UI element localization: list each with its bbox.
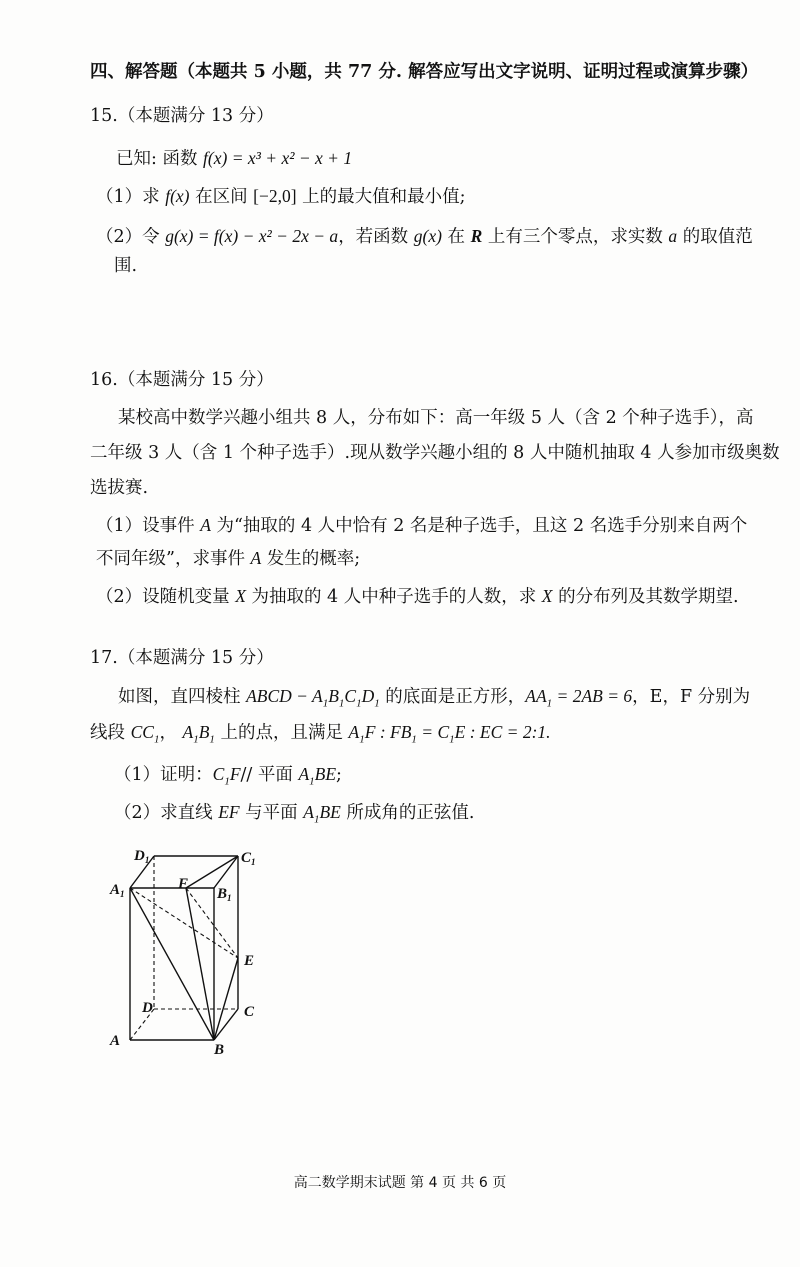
label-A: A: [110, 1033, 121, 1049]
q17-line2: 线段 $CC_1$， $A_1B_1$ 上的点，且满足 $A_1F$ : $FB_1 = C_1E$ : EC = 2:1.: [90, 722, 551, 746]
section-heading: [90, 60, 758, 84]
edge-BC: [214, 1009, 238, 1040]
q16-part1-cont: 不同年级”，求事件 A 发生的概率;: [96, 548, 361, 569]
prism-diagram: [98, 838, 278, 1056]
label-D1: $D_1$: [134, 848, 150, 865]
q17-intro: 如图，直四棱柱 ABCD − $A_1B_1C_1D_1$ 的底面是正方形，$AA_1 = 2AB = 6$，E，F 分别为: [118, 686, 751, 710]
q15-part2-cont: 围.: [114, 256, 138, 276]
segment-BE: [214, 958, 238, 1040]
q15-given: 已知: 函数 f(x) = x³ + x² − x + 1: [116, 148, 353, 169]
label-D: D: [142, 1000, 153, 1016]
segment-FB: [186, 888, 214, 1040]
q17-header: 17.（本题满分 15 分）: [90, 648, 274, 668]
section-title: 四、解答题: [90, 62, 178, 82]
q17-part2: （2）求直线 EF 与平面 $A_1BE$ 所成角的正弦值.: [114, 802, 475, 826]
q16-intro-1: 某校高中数学兴趣小组共 8 人，分布如下：高一年级 5 人（含 2 个种子选手），高: [118, 408, 754, 428]
section-note: （本题共 5 小题，共 77 分. 解答应写出文字说明、证明过程或演算步骤）: [177, 62, 759, 82]
q16-intro-2: 二年级 3 人（含 1 个种子选手）.现从数学兴趣小组的 8 人中随机抽取 4 人参加市级奥数: [90, 443, 780, 463]
q16-header: 16.（本题满分 15 分）: [90, 370, 274, 390]
q17-part1: （1）证明：$C_1F//$ 平面 $A_1BE$;: [114, 764, 342, 788]
q15-part1: （1）求 f(x) 在区间 [−2,0] 上的最大值和最小值;: [96, 186, 466, 207]
label-C1: $C_1$: [241, 850, 256, 867]
segment-FC1: [186, 856, 238, 888]
q16-part1: （1）设事件 A 为“抽取的 4 人中恰有 2 名是种子选手，且这 2 名选手分别来自两个: [96, 515, 748, 536]
q16-part2: （2）设随机变量 X 为抽取的 4 人中种子选手的人数，求 X 的分布列及其数学期望.: [96, 586, 739, 607]
label-B: B: [214, 1042, 225, 1058]
label-A1: $A_1$: [110, 882, 125, 899]
segment-A1B: [130, 888, 214, 1040]
q15-part2: （2）令 g(x) = f(x) − x² − 2x − a，若函数 g(x) 在 R 上有三个零点，求实数 a 的取值范: [96, 226, 753, 247]
edge-B1C1: [214, 856, 238, 888]
label-E: E: [244, 953, 255, 969]
q16-intro-3: 选拔赛.: [90, 478, 149, 498]
q15-function: f(x) = x³ + x² − x + 1: [203, 148, 353, 168]
label-B1: $B_1$: [217, 886, 232, 903]
page-footer: 高二数学期末试题 第 4 页 共 6 页: [293, 1175, 507, 1191]
q15-header: 15.（本题满分 13 分）: [90, 106, 274, 126]
label-C: C: [244, 1004, 255, 1020]
label-F: F: [178, 876, 189, 892]
prism-figure: [98, 838, 278, 1056]
